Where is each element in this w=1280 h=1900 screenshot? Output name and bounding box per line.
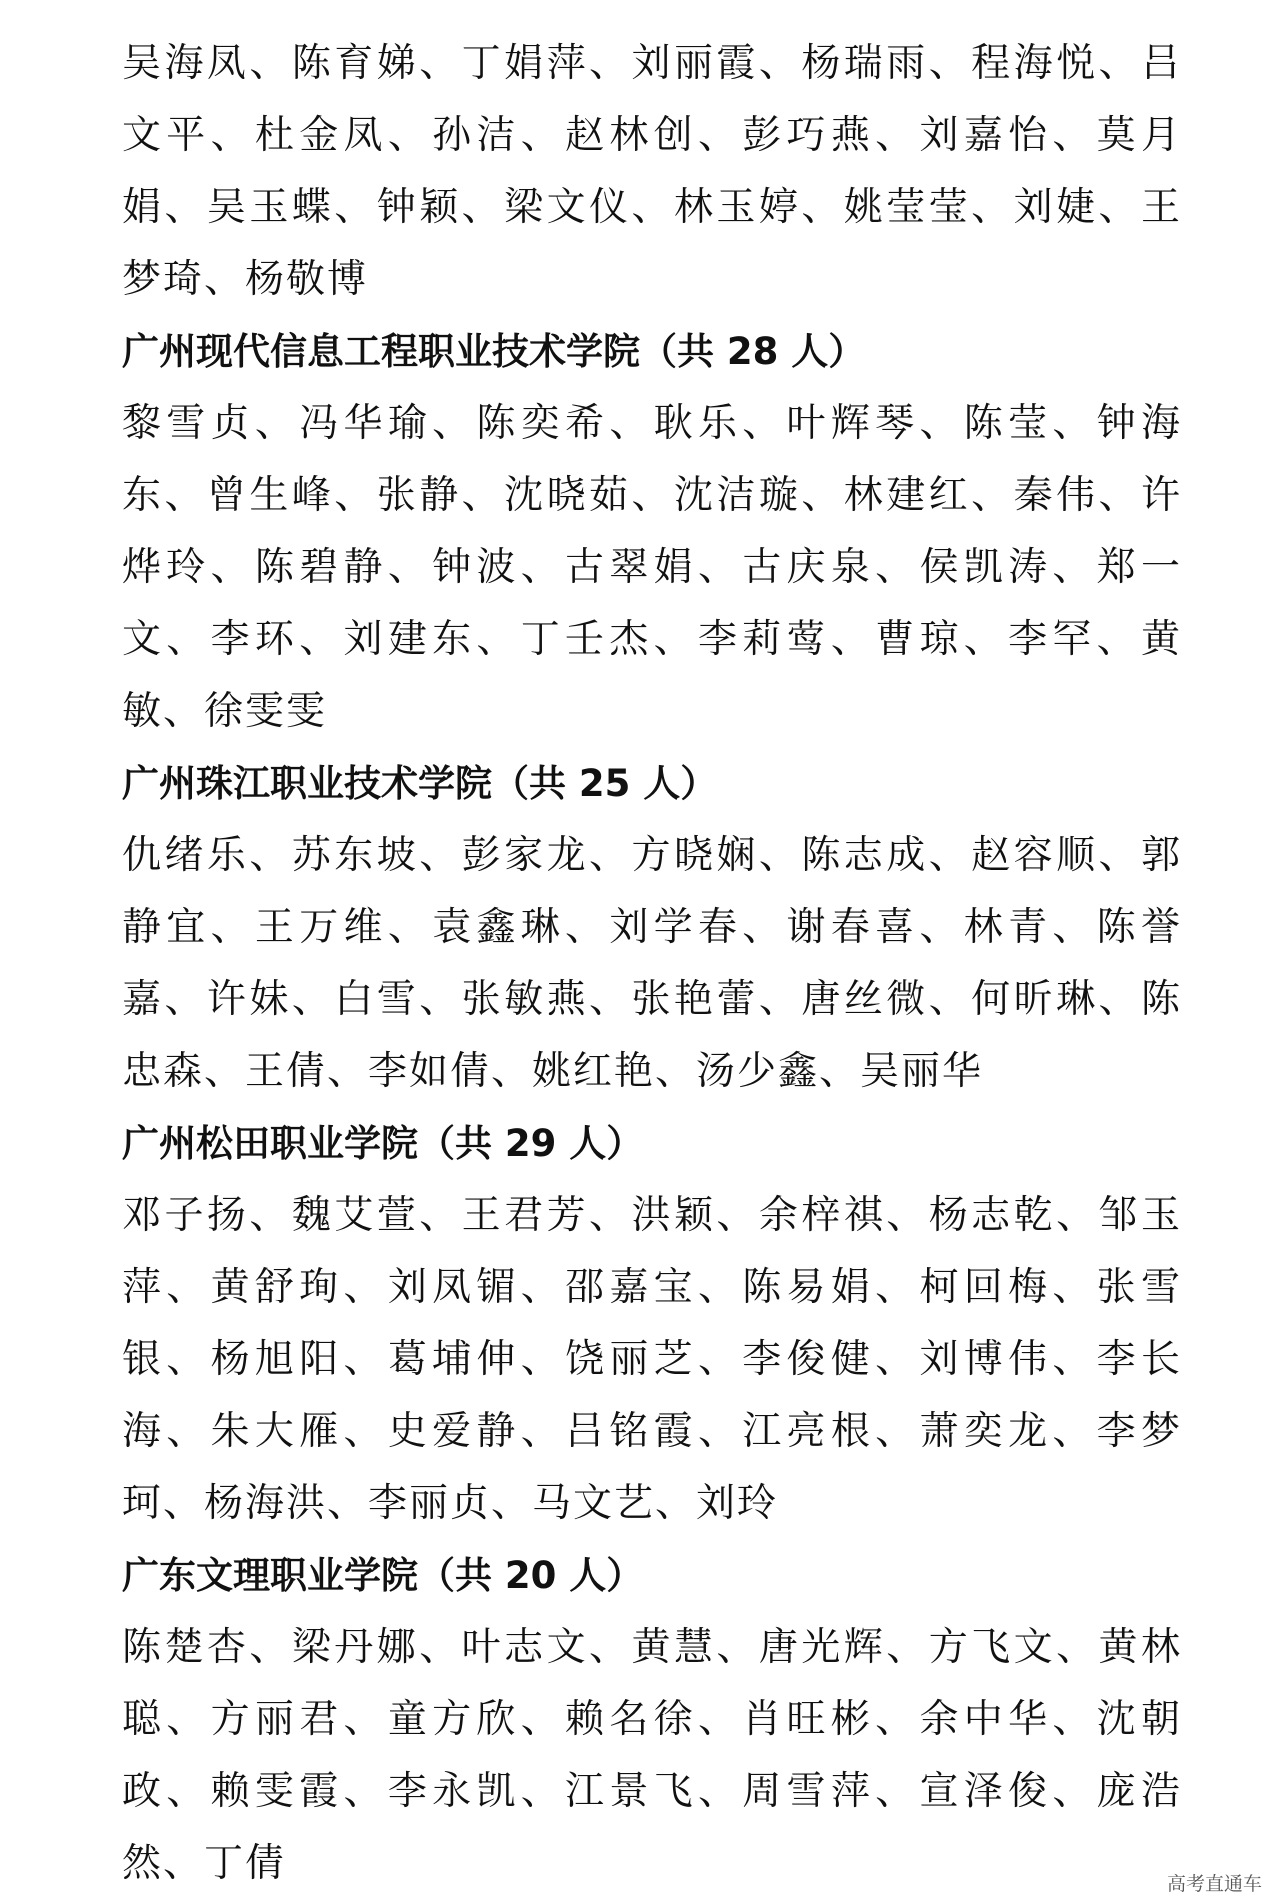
- section-songtian: [122, 1108, 1182, 1540]
- section-name-list: 邓子扬、魏艾萱、王君芳、洪颖、余梓祺、杨志乾、邹玉萍、黄舒珣、刘凤镅、邵嘉宝、陈易娟、柯回梅、张雪银、杨旭阳、葛埔伸、饶丽芝、李俊健、刘博伟、李长海、朱大雁、史爱静、吕铭霞、江亮根、萧奕龙、李梦珂、杨海洪、李丽贞、马文艺、刘玲: [122, 1193, 1182, 1526]
- watermark-text: 高考直通车: [1166, 1873, 1262, 1895]
- section-modern-info: [122, 316, 1182, 748]
- section-name-list: 仇绪乐、苏东坡、彭家龙、方晓娴、陈志成、赵容顺、郭静宜、王万维、袁鑫琳、刘学春、谢春喜、林青、陈誉嘉、许妹、白雪、张敏燕、张艳蕾、唐丝微、何昕琳、陈忠森、王倩、李如倩、姚红艳、汤少鑫、吴丽华: [122, 833, 1182, 1094]
- section-heading: 广东文理职业学院（共 20 人）: [122, 1554, 644, 1597]
- section-heading: 广州现代信息工程职业技术学院（共 28 人）: [122, 330, 866, 373]
- document-page: [122, 28, 1182, 1900]
- section-zhujiang: [122, 748, 1182, 1108]
- section-heading: 广州松田职业学院（共 29 人）: [122, 1122, 644, 1165]
- section-name-list: 黎雪贞、冯华瑜、陈奕希、耿乐、叶辉琴、陈莹、钟海东、曾生峰、张静、沈晓茹、沈洁璇、林建红、秦伟、许烨玲、陈碧静、钟波、古翠娟、古庆泉、侯凯涛、郑一文、李环、刘建东、丁壬杰、李莉莺、曹琼、李罕、黄敏、徐雯雯: [122, 401, 1182, 734]
- section-wenli: [122, 1540, 1182, 1900]
- intro-name-list: 吴海凤、陈育娣、丁娟萍、刘丽霞、杨瑞雨、程海悦、吕文平、杜金凤、孙洁、赵林创、彭巧燕、刘嘉怡、莫月娟、吴玉蝶、钟颖、梁文仪、林玉婷、姚莹莹、刘婕、王梦琦、杨敬博: [122, 41, 1182, 302]
- section-name-list: 陈楚杏、梁丹娜、叶志文、黄慧、唐光辉、方飞文、黄林聪、方丽君、童方欣、赖名徐、肖旺彬、余中华、沈朝政、赖雯霞、李永凯、江景飞、周雪萍、宣泽俊、庞浩然、丁倩: [122, 1625, 1182, 1886]
- section-heading: 广州珠江职业技术学院（共 25 人）: [122, 762, 718, 805]
